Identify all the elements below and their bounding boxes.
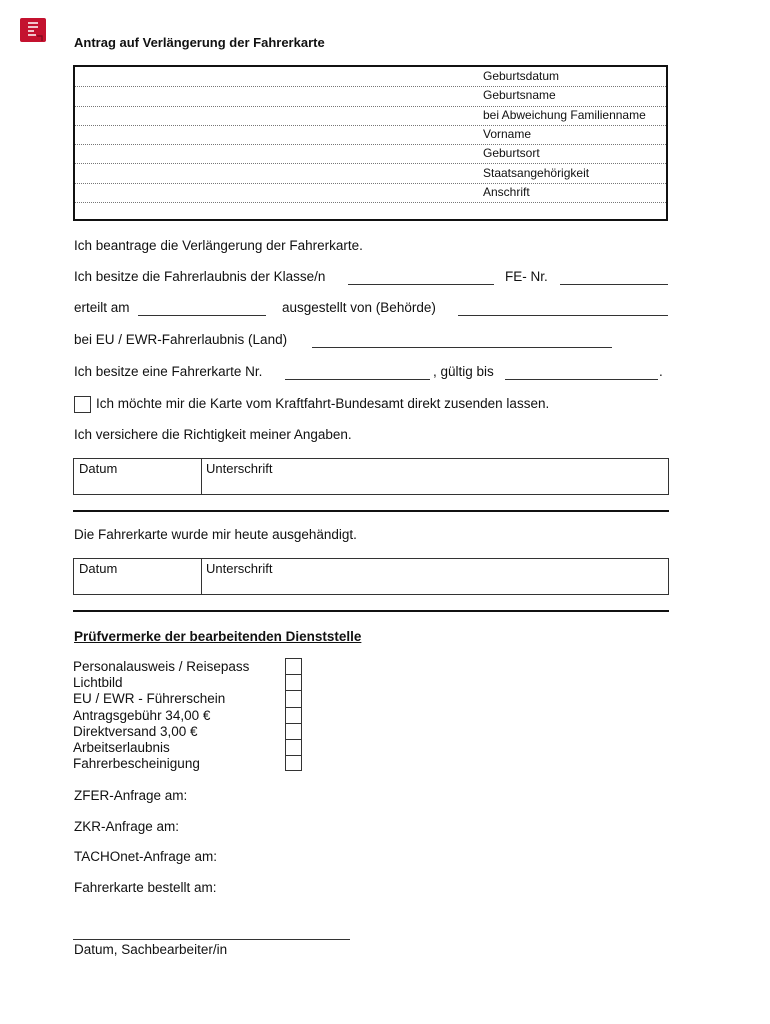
date-label: Datum <box>79 561 118 576</box>
direct-delivery-checkbox[interactable] <box>74 396 91 413</box>
confirm-statement: Ich versichere die Richtigkeit meiner Angaben. <box>74 427 352 442</box>
field-row[interactable] <box>75 144 666 164</box>
issued-on-field[interactable] <box>138 315 266 316</box>
zfer-request-label: ZFER-Anfrage am: <box>74 788 188 803</box>
valid-until-field[interactable] <box>505 379 658 380</box>
card-ordered-label: Fahrerkarte bestellt am: <box>74 880 217 895</box>
license-number-label: FE- Nr. <box>505 269 548 284</box>
eu-country-label: bei EU / EWR-Fahrerlaubnis (Land) <box>74 332 288 347</box>
checklist-item: Fahrerbescheinigung <box>73 756 200 772</box>
issued-by-label: ausgestellt von (Behörde) <box>282 300 436 315</box>
office-checklist <box>73 659 249 772</box>
applicant-signature-box[interactable] <box>73 458 669 495</box>
field-label: Geburtsdatum <box>483 69 560 83</box>
divider <box>73 610 669 612</box>
divider <box>73 510 669 512</box>
form-title: Antrag auf Verlängerung der Fahrerkarte <box>74 35 325 50</box>
field-row[interactable] <box>75 67 666 87</box>
checklist-checkbox[interactable] <box>285 707 302 723</box>
handed-over-statement: Die Fahrerkarte wurde mir heute ausgehändigt. <box>74 527 357 542</box>
clerk-label: Datum, Sachbearbeiter/in <box>74 942 228 957</box>
field-label: Geburtsort <box>483 146 540 161</box>
field-label: Vorname <box>483 126 532 141</box>
checklist-item: Personalausweis / Reisepass <box>73 659 250 674</box>
zkr-request-label: ZKR-Anfrage am: <box>74 819 180 834</box>
checklist-item: EU / EWR - Führerschein <box>73 691 226 707</box>
checklist-checkbox[interactable] <box>285 674 302 690</box>
clerk-signature-line[interactable] <box>73 939 350 940</box>
signature-label: Unterschrift <box>206 461 273 476</box>
field-label: Geburtsname <box>483 88 556 103</box>
license-class-label: Ich besitze die Fahrerlaubnis der Klasse/n <box>74 269 326 284</box>
checklist-checkbox[interactable] <box>285 658 302 674</box>
tachonet-request-label: TACHOnet-Anfrage am: <box>74 849 218 864</box>
request-statement: Ich beantrage die Verlängerung der Fahrerkarte. <box>74 238 363 253</box>
field-row[interactable] <box>75 164 666 184</box>
checklist-boxes <box>285 658 303 771</box>
field-label: Staatsangehörigkeit <box>483 165 590 180</box>
handover-signature-box[interactable] <box>73 558 669 595</box>
checklist-item: Arbeitserlaubnis <box>73 740 170 756</box>
checklist-checkbox[interactable] <box>285 723 302 739</box>
checklist-checkbox[interactable] <box>285 690 302 706</box>
checklist-checkbox[interactable] <box>285 739 302 755</box>
card-number-label: Ich besitze eine Fahrerkarte Nr. <box>74 364 263 379</box>
field-label: Anschrift <box>483 184 530 199</box>
checklist-item: Direktversand 3,00 € <box>73 723 198 739</box>
checklist-item: Lichtbild <box>73 675 123 691</box>
personal-data-box <box>73 65 668 221</box>
field-row[interactable] <box>75 106 666 126</box>
signature-label: Unterschrift <box>206 561 273 576</box>
direct-delivery-label: Ich möchte mir die Karte vom Kraftfahrt-Bundesamt direkt zusenden lassen. <box>96 396 550 411</box>
office-heading: Prüfvermerke der bearbeitenden Dienststelle <box>74 629 362 644</box>
date-label: Datum <box>79 461 118 476</box>
field-row[interactable] <box>75 125 666 145</box>
field-row[interactable] <box>75 202 666 221</box>
field-row[interactable] <box>75 86 666 106</box>
field-label: bei Abweichung Familienname <box>483 107 646 122</box>
valid-until-label: , gültig bis <box>433 364 494 379</box>
issued-on-label: erteilt am <box>74 300 130 315</box>
field-row[interactable] <box>75 183 666 203</box>
authority-logo-icon <box>20 18 46 42</box>
card-number-field[interactable] <box>285 379 430 380</box>
issued-by-field[interactable] <box>458 315 668 316</box>
checklist-item: Antragsgebühr 34,00 € <box>73 707 211 723</box>
checklist-checkbox[interactable] <box>285 755 302 771</box>
eu-country-field[interactable] <box>312 347 612 348</box>
license-class-field[interactable] <box>348 284 494 285</box>
sentence-end: . <box>659 364 663 379</box>
license-number-field[interactable] <box>560 284 668 285</box>
